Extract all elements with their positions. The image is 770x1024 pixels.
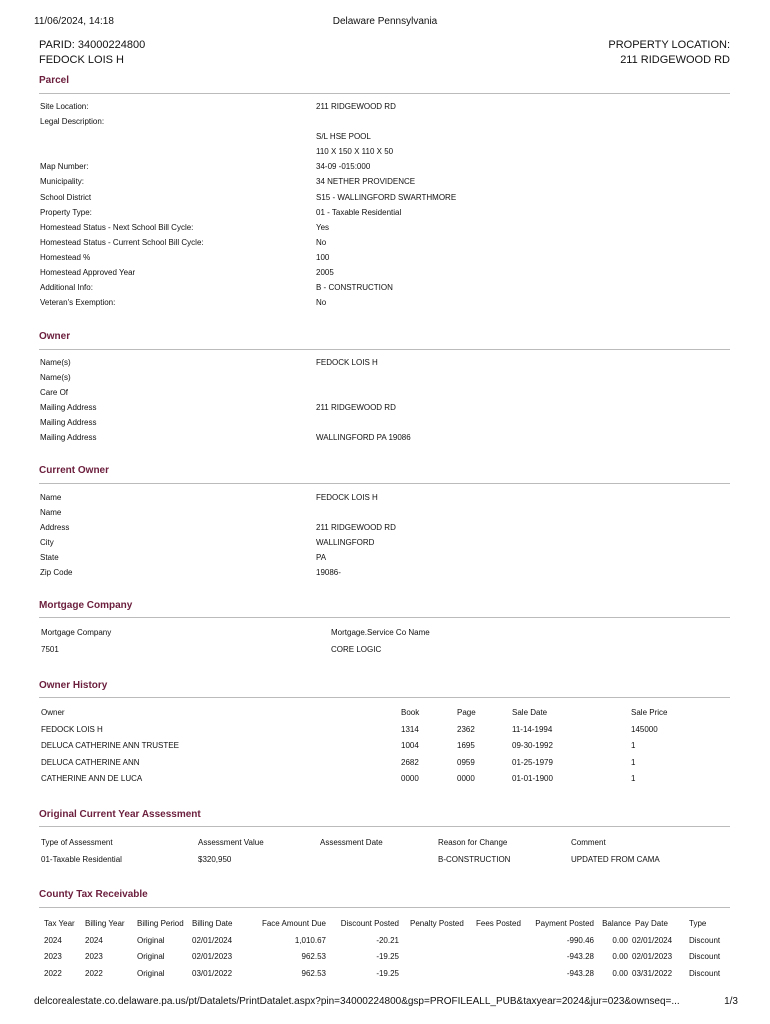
detail-row (39, 430, 730, 445)
field-label: Mailing Address (40, 418, 97, 428)
table-header-row (41, 835, 730, 852)
field-value: 34 NETHER PROVIDENCE (316, 177, 416, 187)
table-cell: 1695 (457, 741, 475, 750)
detail-row (39, 99, 730, 114)
section-title-owner-history: Owner History (39, 680, 108, 691)
column-header: Owner (41, 708, 65, 717)
column-header: Billing Year (85, 919, 125, 928)
column-header: Assessment Value (198, 838, 264, 847)
column-header: Balance (602, 919, 631, 928)
detail-row (39, 235, 730, 250)
table-cell: 01-Taxable Residential (41, 854, 122, 864)
column-header: Penalty Posted (410, 919, 464, 928)
field-value: 19086- (316, 568, 341, 578)
table-cell: 2022 (44, 968, 62, 978)
field-label: Homestead Status - Current School Bill Cycle: (40, 237, 204, 247)
parcel-id: PARID: 34000224800 (39, 39, 146, 51)
section-divider (39, 617, 730, 618)
field-label: Mailing Address (40, 403, 97, 413)
detail-row (39, 505, 730, 520)
field-value: 211 RIDGEWOOD RD (316, 102, 396, 111)
column-header: Assessment Date (320, 838, 383, 847)
table-cell: 02/01/2024 (632, 935, 673, 945)
field-label: Homestead % (40, 252, 91, 262)
table-row (41, 755, 730, 772)
table-cell: 962.53 (301, 968, 326, 978)
field-label: Name (40, 508, 62, 518)
field-label: Zip Code (40, 568, 73, 578)
table-cell: 1 (631, 741, 636, 750)
table-cell: 02/01/2024 (192, 935, 233, 945)
table-row (41, 852, 730, 869)
field-value: No (316, 237, 327, 247)
detail-row (39, 265, 730, 280)
column-header: Mortgage.Service Co Name (331, 628, 430, 637)
field-value: WALLINGFORD (316, 538, 375, 548)
detail-row (39, 220, 730, 235)
field-label: Name(s) (40, 373, 71, 383)
section-title-mortgage: Mortgage Company (39, 600, 133, 611)
table-cell: -943.28 (566, 968, 594, 978)
detail-row (39, 159, 730, 174)
table-cell: Discount (689, 952, 721, 961)
table-cell: Original (137, 952, 165, 961)
table-cell: 2023 (44, 952, 62, 961)
table-row (41, 722, 730, 739)
detail-row (39, 295, 730, 310)
table-cell: CATHERINE ANN DE LUCA (41, 774, 143, 783)
field-value: S15 - WALLINGFORD SWARTHMORE (316, 192, 457, 202)
table-cell: 7501 (41, 644, 59, 654)
table-cell: 1,010.67 (294, 935, 326, 945)
table-cell: 1004 (401, 741, 419, 750)
field-label: Additional Info: (40, 283, 93, 293)
column-header: Sale Price (631, 708, 668, 717)
field-value: 34-09 -015:000 (316, 162, 371, 172)
section-title-parcel: Parcel (39, 75, 70, 86)
section-title-current-owner: Current Owner (39, 465, 110, 476)
property-location-label: PROPERTY LOCATION: (608, 39, 730, 51)
county-tax-table (39, 916, 730, 982)
table-cell: 03/01/2022 (192, 968, 233, 978)
field-label: State (40, 553, 59, 563)
field-label: Legal Description: (40, 117, 105, 127)
detail-row (39, 205, 730, 220)
table-header-row (41, 705, 730, 722)
field-value: 2005 (316, 268, 334, 278)
detail-row (39, 535, 730, 550)
column-header: Discount Posted (340, 919, 399, 928)
table-cell: 0000 (457, 774, 475, 783)
detail-row (39, 565, 730, 580)
field-label: Mailing Address (40, 433, 97, 443)
table-cell: -19.25 (376, 968, 399, 978)
table-header-row (41, 625, 730, 642)
field-value: Yes (316, 222, 330, 232)
table-cell: 2362 (457, 724, 475, 734)
section-divider (39, 349, 730, 350)
field-value: B - CONSTRUCTION (316, 283, 393, 293)
table-cell: 1314 (401, 724, 419, 734)
table-cell: 01-25-1979 (512, 757, 553, 767)
field-value: WALLINGFORD PA 19086 (316, 433, 411, 443)
table-cell: 09-30-1992 (512, 741, 553, 750)
detail-row (39, 280, 730, 295)
table-header-row (39, 916, 730, 933)
table-cell: $320,950 (198, 854, 232, 864)
property-location-block (608, 38, 730, 68)
parcel-details (39, 99, 730, 310)
section-divider (39, 483, 730, 484)
detail-row (39, 114, 730, 129)
property-location-value: 211 RIDGEWOOD RD (620, 54, 730, 66)
table-cell: 2024 (85, 935, 103, 945)
print-datetime: 11/06/2024, 14:18 (34, 16, 114, 27)
table-cell: 02/01/2023 (192, 952, 233, 961)
table-cell: 962.53 (301, 952, 326, 961)
table-cell: UPDATED FROM CAMA (571, 854, 660, 864)
print-site-title: Delaware Pennsylvania (332, 16, 438, 27)
field-value: 100 (316, 252, 330, 262)
field-label: Care Of (40, 388, 69, 398)
parcel-id-block (39, 38, 145, 68)
column-header: Mortgage Company (41, 628, 112, 637)
table-cell: DELUCA CATHERINE ANN (41, 757, 140, 767)
column-header: Sale Date (512, 708, 548, 717)
field-value: 110 X 150 X 110 X 50 (316, 147, 394, 157)
detail-row (39, 355, 730, 370)
owner-history-table (41, 705, 730, 788)
detail-row (39, 385, 730, 400)
detail-row (39, 190, 730, 205)
table-cell: 145000 (631, 724, 658, 734)
table-cell: 03/31/2022 (632, 968, 673, 978)
table-row (41, 642, 730, 659)
field-label: Site Location: (40, 102, 89, 111)
assessment-table (41, 835, 730, 868)
field-value: PA (316, 553, 327, 563)
section-title-owner: Owner (39, 331, 71, 342)
print-source-url: delcorealestate.co.delaware.pa.us/pt/Datalets/PrintDatalet.aspx?pin=34000224800&gsp=PROFILEALL_PUB&taxyear=2024&jur=023&ownseq=... (34, 996, 680, 1007)
table-cell: 01-01-1900 (512, 774, 553, 783)
column-header: Reason for Change (438, 838, 508, 847)
column-header: Tax Year (44, 919, 75, 928)
table-cell: 0959 (457, 757, 475, 767)
table-row (41, 738, 730, 755)
section-divider (39, 93, 730, 94)
current-owner-details (39, 490, 730, 581)
table-cell: 0.00 (612, 952, 628, 961)
field-label: City (40, 538, 54, 548)
field-label: Name(s) (40, 358, 71, 367)
table-cell: 0000 (401, 774, 419, 783)
field-label: School District (40, 192, 92, 202)
table-cell: Original (137, 935, 165, 945)
detail-row (39, 520, 730, 535)
table-cell: 2023 (85, 952, 103, 961)
field-label: Veteran's Exemption: (40, 298, 116, 308)
field-value: 211 RIDGEWOOD RD (316, 403, 396, 413)
column-header: Payment Posted (535, 919, 594, 928)
table-cell: 0.00 (612, 968, 628, 978)
table-cell: 02/01/2023 (632, 952, 673, 961)
column-header: Type of Assessment (41, 838, 113, 847)
table-cell: -20.21 (376, 935, 399, 945)
table-cell: FEDOCK LOIS H (41, 724, 103, 734)
detail-row (39, 144, 730, 159)
table-cell: 1 (631, 757, 636, 767)
field-value: No (316, 298, 327, 308)
mortgage-table (41, 625, 730, 658)
field-label: Map Number: (40, 162, 89, 172)
table-cell: -990.46 (566, 935, 594, 945)
field-label: Name (40, 493, 62, 502)
detail-row (39, 370, 730, 385)
table-cell: 1 (631, 774, 636, 783)
table-cell: 0.00 (612, 935, 628, 945)
owner-details (39, 355, 730, 446)
owner-name-header: FEDOCK LOIS H (39, 54, 124, 66)
column-header: Type (689, 919, 707, 928)
table-cell: Original (137, 968, 165, 978)
field-label: Homestead Status - Next School Bill Cycle: (40, 222, 194, 232)
detail-row (39, 490, 730, 505)
field-label: Municipality: (40, 177, 85, 187)
page-number: 1/3 (724, 996, 738, 1007)
table-row (39, 933, 730, 950)
column-header: Book (401, 708, 420, 717)
column-header: Billing Period (137, 919, 184, 928)
section-divider (39, 826, 730, 827)
table-cell: 2022 (85, 968, 103, 978)
table-row (41, 771, 730, 788)
column-header: Page (457, 708, 476, 717)
section-title-county-tax: County Tax Receivable (39, 889, 148, 900)
table-row (39, 966, 730, 983)
detail-row (39, 250, 730, 265)
detail-row (39, 415, 730, 430)
field-value: S/L HSE POOL (316, 132, 371, 142)
column-header: Pay Date (635, 919, 668, 928)
table-row (39, 949, 730, 966)
table-cell: 2024 (44, 935, 62, 945)
field-value: 01 - Taxable Residential (316, 207, 402, 217)
table-cell: CORE LOGIC (331, 644, 382, 654)
table-cell: 11-14-1994 (512, 724, 553, 734)
field-label: Address (40, 523, 70, 533)
field-value: 211 RIDGEWOOD RD (316, 523, 396, 533)
column-header: Comment (571, 838, 606, 847)
detail-row (39, 550, 730, 565)
table-cell: 2682 (401, 757, 419, 767)
section-divider (39, 907, 730, 908)
table-cell: -943.28 (566, 952, 594, 961)
field-value: FEDOCK LOIS H (316, 493, 378, 502)
column-header: Fees Posted (476, 919, 521, 928)
field-value: FEDOCK LOIS H (316, 358, 378, 367)
detail-row (39, 129, 730, 144)
section-title-assessment: Original Current Year Assessment (39, 809, 201, 820)
field-label: Property Type: (40, 207, 92, 217)
column-header: Face Amount Due (261, 919, 326, 928)
field-label: Homestead Approved Year (40, 268, 136, 278)
table-cell: Discount (689, 935, 721, 945)
table-cell: -19.25 (376, 952, 399, 961)
detail-row (39, 174, 730, 189)
table-cell: DELUCA CATHERINE ANN TRUSTEE (41, 741, 179, 750)
column-header: Billing Date (192, 919, 233, 928)
table-cell: B-CONSTRUCTION (438, 854, 511, 864)
detail-row (39, 400, 730, 415)
table-cell: Discount (689, 968, 721, 978)
section-divider (39, 697, 730, 698)
